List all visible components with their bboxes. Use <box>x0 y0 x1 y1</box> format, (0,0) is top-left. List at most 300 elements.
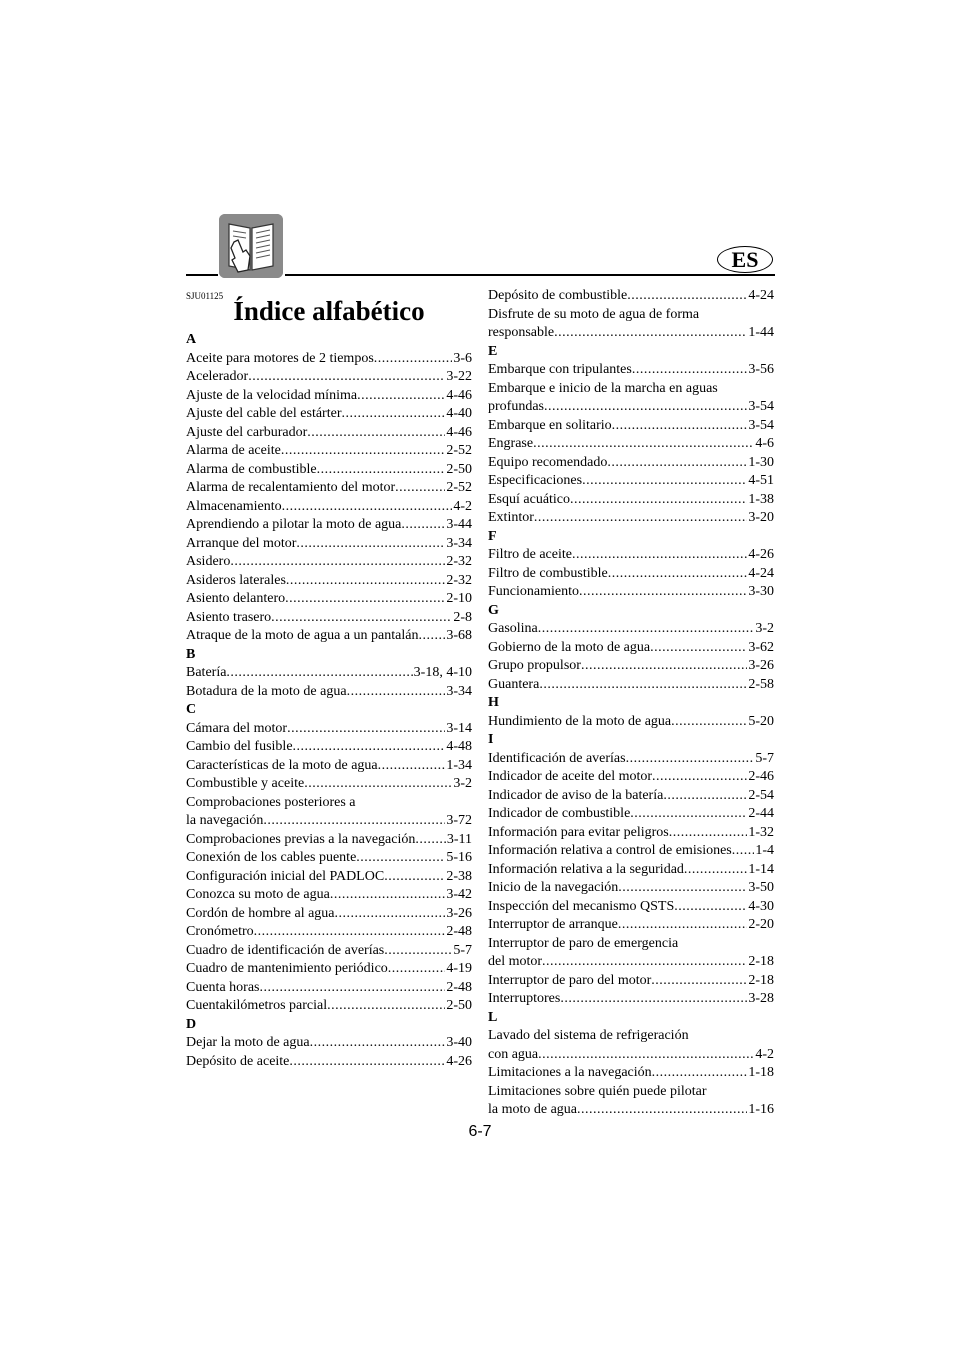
dot-leader <box>374 350 453 369</box>
index-entry-label: Inicio de la navegación <box>488 880 619 895</box>
index-entry-page: 5-20 <box>748 713 774 729</box>
dot-leader <box>330 886 445 905</box>
index-entry <box>186 1034 472 1053</box>
index-entry <box>186 590 472 609</box>
index-entry-label: Aceite para motores de 2 tiempos <box>186 350 374 366</box>
index-entry-page: 1-44 <box>748 325 774 340</box>
index-letter-heading: H <box>488 695 499 710</box>
index-entry-page: 3-14 <box>446 720 472 736</box>
index-letter-heading: C <box>186 702 197 717</box>
index-entry <box>488 1064 774 1083</box>
index-entry <box>186 479 472 498</box>
index-entry-label: Ajuste del cable del estárter <box>186 406 342 421</box>
index-entry <box>186 923 472 942</box>
index-entry <box>488 287 774 306</box>
index-entry-label: Características de la moto de agua <box>186 757 378 773</box>
index-entry <box>488 1101 774 1120</box>
index-entry-page: 4-24 <box>748 288 774 303</box>
dot-leader <box>317 461 446 480</box>
index-entry-page: 2-52 <box>446 480 472 495</box>
index-entry <box>488 824 774 843</box>
index-entry-label: Indicador de aviso de la batería <box>488 787 664 803</box>
index-entry <box>488 361 774 380</box>
index-entry-page: 3-2 <box>755 621 774 636</box>
index-entry <box>488 472 774 491</box>
index-letter-heading: L <box>488 1009 498 1025</box>
index-entry <box>488 972 774 991</box>
dot-leader <box>384 942 452 961</box>
index-entry-label: Cuadro de identificación de averías <box>186 942 385 958</box>
index-entry <box>186 775 472 794</box>
index-entry-page: 4-48 <box>446 739 472 754</box>
index-entry <box>186 942 472 961</box>
index-entry-page: 1-14 <box>748 861 774 877</box>
dot-leader <box>263 812 445 831</box>
index-entry-page: 5-7 <box>755 750 774 766</box>
index-entry-label: Extintor <box>488 510 534 525</box>
index-entry-label: Embarque con tripulantes <box>488 362 632 377</box>
index-entry-label: Cuentakilómetros parcial <box>186 998 328 1013</box>
index-letter-heading: G <box>488 602 499 618</box>
index-entry <box>186 498 472 517</box>
index-entry-label: Conexión de los cables puente <box>186 850 357 865</box>
index-entry <box>186 997 472 1016</box>
index-entry <box>488 620 774 639</box>
index-entry-page: 3-40 <box>446 1035 472 1050</box>
section-code: SJU01125 <box>186 291 224 301</box>
index-entry-page: 3-44 <box>446 517 472 532</box>
dot-leader <box>282 498 453 517</box>
dot-leader <box>401 516 445 535</box>
index-entry <box>186 979 472 998</box>
dot-leader <box>254 923 446 942</box>
dot-leader <box>732 842 755 861</box>
index-entry-label: Cuenta horas <box>186 979 260 995</box>
index-entry-page: 2-58 <box>748 676 774 692</box>
index-entry-page: 4-51 <box>748 473 774 488</box>
index-entry <box>186 831 472 850</box>
dot-leader <box>310 1034 446 1053</box>
index-entry-label: Engrase <box>488 436 534 451</box>
index-entry-page: 4-24 <box>748 565 774 581</box>
index-entry-label: Alarma de combustible <box>186 461 317 477</box>
index-entry <box>488 565 774 584</box>
index-entry <box>488 879 774 898</box>
index-entry-label: Arranque del motor <box>186 535 297 551</box>
index-entry-page: 3-11 <box>446 831 472 847</box>
index-entry-page: 3-54 <box>748 417 774 433</box>
index-entry-page: 3-28 <box>748 991 774 1006</box>
index-entry-page: 3-26 <box>748 658 774 673</box>
index-entry-page: 1-16 <box>748 1102 774 1117</box>
dot-leader <box>304 775 452 794</box>
dot-leader <box>663 787 747 806</box>
index-letter-heading: I <box>488 732 494 747</box>
index-entry-page: 4-30 <box>748 898 774 914</box>
index-entry <box>488 768 774 787</box>
dot-leader <box>335 905 446 924</box>
index-entry-label: Filtro de aceite <box>488 547 572 562</box>
index-entry <box>186 387 472 406</box>
index-entry-label: Depósito de aceite <box>186 1053 290 1069</box>
index-entry-label: responsable <box>488 325 555 340</box>
index-entry-continued: Limitaciones sobre quién puede pilotar <box>488 1083 707 1099</box>
index-entry <box>186 627 472 646</box>
index-entry <box>488 916 774 935</box>
dot-leader <box>388 960 446 979</box>
index-entry-page: 3-62 <box>748 639 774 655</box>
dot-leader <box>226 664 412 683</box>
index-entry <box>488 454 774 473</box>
index-entry <box>488 787 774 806</box>
dot-leader <box>285 590 445 609</box>
dot-leader <box>296 535 445 554</box>
index-entry <box>186 553 472 572</box>
index-entry <box>186 812 472 831</box>
dot-leader <box>607 454 747 473</box>
dot-leader <box>632 361 747 380</box>
dot-leader <box>271 609 452 628</box>
index-entry-label: Combustible y aceite <box>186 776 305 791</box>
index-entry-label: Filtro de combustible <box>488 565 608 581</box>
manual-hand-icon <box>219 214 283 278</box>
index-entry-page: 1-30 <box>748 454 774 470</box>
index-entry-label: Cronómetro <box>186 924 254 939</box>
dot-leader <box>356 849 445 868</box>
index-entry-page: 2-10 <box>446 591 472 606</box>
index-column-left <box>186 331 472 1071</box>
index-entry-page: 2-50 <box>446 998 472 1013</box>
index-entry-label: Gobierno de la moto de agua <box>488 639 651 655</box>
index-entry <box>186 905 472 924</box>
dot-leader <box>327 997 445 1016</box>
index-entry-label: Cambio del fusible <box>186 739 293 754</box>
dot-leader <box>341 405 445 424</box>
dot-leader <box>560 990 747 1009</box>
index-entry-label: Identificación de averías <box>488 750 626 766</box>
index-entry-page: 4-46 <box>446 387 472 403</box>
index-entry-page: 3-22 <box>446 369 472 384</box>
index-entry <box>488 398 774 417</box>
index-entry-page: 4-26 <box>446 1053 472 1069</box>
index-entry-label: Información relativa a control de emisiones <box>488 843 732 858</box>
dot-leader <box>651 972 747 991</box>
index-entry-continued: Interruptor de paro de emergencia <box>488 935 679 951</box>
index-entry-label: con agua <box>488 1046 539 1062</box>
language-badge: ES <box>717 246 773 273</box>
index-entry <box>488 990 774 1009</box>
index-entry-label: Embarque en solitario <box>488 417 612 433</box>
index-entry-page: 4-19 <box>446 961 472 976</box>
index-entry <box>488 583 774 602</box>
index-entry-label: Interruptores <box>488 991 561 1006</box>
index-entry-page: 2-18 <box>748 954 774 969</box>
index-entry-page: 1-32 <box>748 824 774 840</box>
dot-leader <box>671 713 747 732</box>
index-entry-page: 3-2 <box>453 776 472 791</box>
index-entry <box>186 535 472 554</box>
index-entry <box>488 509 774 528</box>
index-entry-page: 2-54 <box>748 787 774 803</box>
index-entry-page: 4-2 <box>755 1046 774 1062</box>
index-entry-page: 1-34 <box>446 757 472 773</box>
index-entry <box>488 435 774 454</box>
index-entry-label: Batería <box>186 665 227 680</box>
index-entry-page: 2-48 <box>446 924 472 939</box>
index-entry <box>186 516 472 535</box>
index-entry-page: 2-32 <box>446 554 472 569</box>
dot-leader <box>581 657 747 676</box>
index-entry <box>186 849 472 868</box>
dot-leader <box>415 831 445 850</box>
index-entry-page: 2-50 <box>446 461 472 477</box>
index-entry-page: 2-52 <box>446 443 472 458</box>
index-entry-label: Limitaciones a la navegación <box>488 1065 652 1080</box>
index-entry-label: Atraque de la moto de agua a un pantalán <box>186 628 419 643</box>
index-entry-label: Asiento trasero <box>186 609 272 625</box>
index-entry-page: 3-68 <box>446 628 472 643</box>
dot-leader <box>582 472 747 491</box>
dot-leader <box>281 442 446 461</box>
index-entry <box>186 683 472 702</box>
dot-leader <box>669 824 748 843</box>
index-entry-page: 3-20 <box>748 510 774 525</box>
index-entry-label: Almacenamiento <box>186 498 282 514</box>
index-entry-label: Funcionamiento <box>488 584 579 599</box>
index-entry <box>488 750 774 769</box>
index-entry <box>488 657 774 676</box>
index-letter-heading: D <box>186 1016 197 1032</box>
index-entry-label: Cordón de hombre al agua <box>186 905 335 921</box>
index-entry-label: Información relativa a la seguridad <box>488 861 684 877</box>
dot-leader <box>533 435 754 454</box>
index-entry-label: Guantera <box>488 676 540 692</box>
dot-leader <box>539 676 747 695</box>
index-entry <box>186 720 472 739</box>
index-entry-label: Inspección del mecanismo QSTS <box>488 898 675 914</box>
index-entry <box>488 842 774 861</box>
index-entry-page: 4-46 <box>446 424 472 440</box>
dot-leader <box>579 583 747 602</box>
dot-leader <box>650 639 747 658</box>
dot-leader <box>347 683 446 702</box>
index-entry <box>186 368 472 387</box>
index-entry-page: 3-30 <box>748 584 774 599</box>
index-entry-label: Interruptor de arranque <box>488 917 618 932</box>
index-entry-page: 3-34 <box>446 683 472 699</box>
index-entry <box>186 609 472 628</box>
index-entry-page: 1-4 <box>755 843 774 858</box>
index-entry-continued: Lavado del sistema de refrigeración <box>488 1028 689 1043</box>
index-entry <box>488 953 774 972</box>
dot-leader <box>652 768 747 787</box>
index-entry-page: 3-54 <box>748 399 774 414</box>
index-entry <box>186 757 472 776</box>
dot-leader <box>626 750 755 769</box>
dot-leader <box>259 979 445 998</box>
header-rule-right <box>285 274 775 276</box>
index-entry-label: Indicador de aceite del motor <box>488 769 653 784</box>
index-entry-label: la moto de agua <box>488 1102 578 1117</box>
dot-leader <box>652 1064 748 1083</box>
index-entry-continued: Comprobaciones posteriores a <box>186 794 356 810</box>
index-entry-label: Hundimiento de la moto de agua <box>488 713 672 729</box>
dot-leader <box>378 757 446 776</box>
index-entry-page: 5-7 <box>453 942 472 958</box>
index-entry-label: Asideros laterales <box>186 572 286 588</box>
index-entry-label: del motor <box>488 954 543 969</box>
dot-leader <box>577 1101 747 1120</box>
index-entry-label: Ajuste del carburador <box>186 424 308 440</box>
index-entry <box>186 738 472 757</box>
index-entry-label: Conozca su moto de agua <box>186 887 330 902</box>
index-entry <box>186 960 472 979</box>
index-entry-page: 2-46 <box>748 769 774 784</box>
dot-leader <box>618 879 747 898</box>
index-entry-label: Indicador de combustible <box>488 806 631 821</box>
index-entry-label: Especificaciones <box>488 473 583 488</box>
index-entry <box>186 1053 472 1072</box>
dot-leader <box>618 916 748 935</box>
dot-leader <box>608 565 748 584</box>
index-entry-label: Asidero <box>186 554 231 569</box>
index-entry-continued: Disfrute de su moto de agua de forma <box>488 306 700 322</box>
index-entry-label: Dejar la moto de agua <box>186 1035 310 1050</box>
dot-leader <box>538 1046 754 1065</box>
dot-leader <box>570 491 747 510</box>
dot-leader <box>684 861 747 880</box>
index-entry-label: Configuración inicial del PADLOC <box>186 868 385 884</box>
index-entry <box>488 1046 774 1065</box>
index-entry-label: Acelerador <box>186 369 249 384</box>
index-entry-label: Aprendiendo a pilotar la moto de agua <box>186 517 402 532</box>
index-entry-page: 1-38 <box>748 491 774 507</box>
index-entry <box>186 424 472 443</box>
index-entry-label: Botadura de la moto de agua <box>186 683 347 699</box>
index-entry-page: 4-2 <box>453 498 472 514</box>
index-entry-label: Ajuste de la velocidad mínima <box>186 387 358 403</box>
index-entry <box>186 886 472 905</box>
dot-leader <box>572 546 747 565</box>
dot-leader <box>612 417 748 436</box>
dot-leader <box>289 1053 445 1072</box>
index-entry <box>186 350 472 369</box>
dot-leader <box>307 424 445 443</box>
index-entry <box>488 676 774 695</box>
index-entry <box>488 898 774 917</box>
page-title: Índice alfabético <box>233 296 425 326</box>
page-number: 6-7 <box>468 1123 492 1140</box>
dot-leader <box>554 324 747 343</box>
index-entry-label: Alarma de aceite <box>186 443 281 458</box>
index-entry-page: 2-44 <box>748 806 774 821</box>
index-entry-label: Cuadro de mantenimiento periódico <box>186 961 388 976</box>
index-entry-continued: Embarque e inicio de la marcha en aguas <box>488 380 718 396</box>
index-entry <box>488 639 774 658</box>
index-entry <box>488 324 774 343</box>
header-rule-left <box>186 274 218 276</box>
index-entry-page: 2-20 <box>748 917 774 932</box>
index-letter-heading: A <box>186 332 197 347</box>
index-entry-page: 4-6 <box>755 436 774 451</box>
index-entry-page: 1-18 <box>748 1065 774 1080</box>
index-entry <box>186 572 472 591</box>
index-entry-label: profundas <box>488 399 544 414</box>
index-entry <box>488 491 774 510</box>
index-letter-heading: E <box>488 343 498 359</box>
index-entry-page: 5-16 <box>446 850 472 865</box>
index-entry-label: la navegación <box>186 813 264 828</box>
index-entry-label: Gasolina <box>488 621 538 636</box>
index-entry-label: Grupo propulsor <box>488 658 581 673</box>
index-entry-label: Información para evitar peligros <box>488 824 669 840</box>
index-entry-page: 3-42 <box>446 887 472 902</box>
index-entry-page: 3-56 <box>748 362 774 377</box>
dot-leader <box>248 368 445 387</box>
index-entry-page: 3-26 <box>446 905 472 921</box>
index-entry <box>488 805 774 824</box>
dot-leader <box>627 287 747 306</box>
index-entry-page: 3-72 <box>446 813 472 828</box>
index-entry-label: Equipo recomendado <box>488 454 608 470</box>
index-column-right <box>488 287 774 1120</box>
dot-leader <box>287 720 445 739</box>
dot-leader <box>286 572 445 591</box>
index-entry-label: Cámara del motor <box>186 720 288 736</box>
index-entry-label: Interruptor de paro del motor <box>488 972 652 988</box>
index-entry-label: Alarma de recalentamiento del motor <box>186 480 396 495</box>
index-entry-label: Depósito de combustible <box>488 288 628 303</box>
index-entry-page: 2-48 <box>446 979 472 995</box>
dot-leader <box>395 479 445 498</box>
index-entry-page: 4-26 <box>748 547 774 562</box>
index-entry-page: 2-8 <box>453 609 472 625</box>
index-entry-label: Asiento delantero <box>186 591 286 606</box>
index-entry-label: Comprobaciones previas a la navegación <box>186 831 416 847</box>
dot-leader <box>357 387 445 406</box>
dot-leader <box>674 898 747 917</box>
index-entry-page: 4-40 <box>446 406 472 421</box>
index-entry-page: 2-38 <box>446 868 472 884</box>
dot-leader <box>630 805 747 824</box>
index-entry-page: 2-18 <box>748 972 774 988</box>
dot-leader <box>230 553 445 572</box>
index-entry <box>488 713 774 732</box>
index-entry <box>488 417 774 436</box>
index-letter-heading: B <box>186 646 196 662</box>
index-entry <box>488 861 774 880</box>
index-entry <box>186 664 472 683</box>
dot-leader <box>418 627 445 646</box>
index-entry-label: Esquí acuático <box>488 491 571 507</box>
index-entry-page: 2-32 <box>446 572 472 588</box>
index-entry-page: 3-6 <box>453 350 472 366</box>
dot-leader <box>384 868 445 887</box>
index-entry <box>186 868 472 887</box>
index-entry <box>186 442 472 461</box>
index-entry <box>186 405 472 424</box>
index-entry-page: 3-18, 4-10 <box>413 665 472 680</box>
index-entry <box>186 461 472 480</box>
dot-leader <box>538 620 755 639</box>
index-entry-page: 3-50 <box>748 880 774 895</box>
index-entry-page: 3-34 <box>446 535 472 551</box>
index-entry <box>488 546 774 565</box>
dot-leader <box>293 738 446 757</box>
dot-leader <box>534 509 747 528</box>
dot-leader <box>544 398 747 417</box>
dot-leader <box>542 953 747 972</box>
